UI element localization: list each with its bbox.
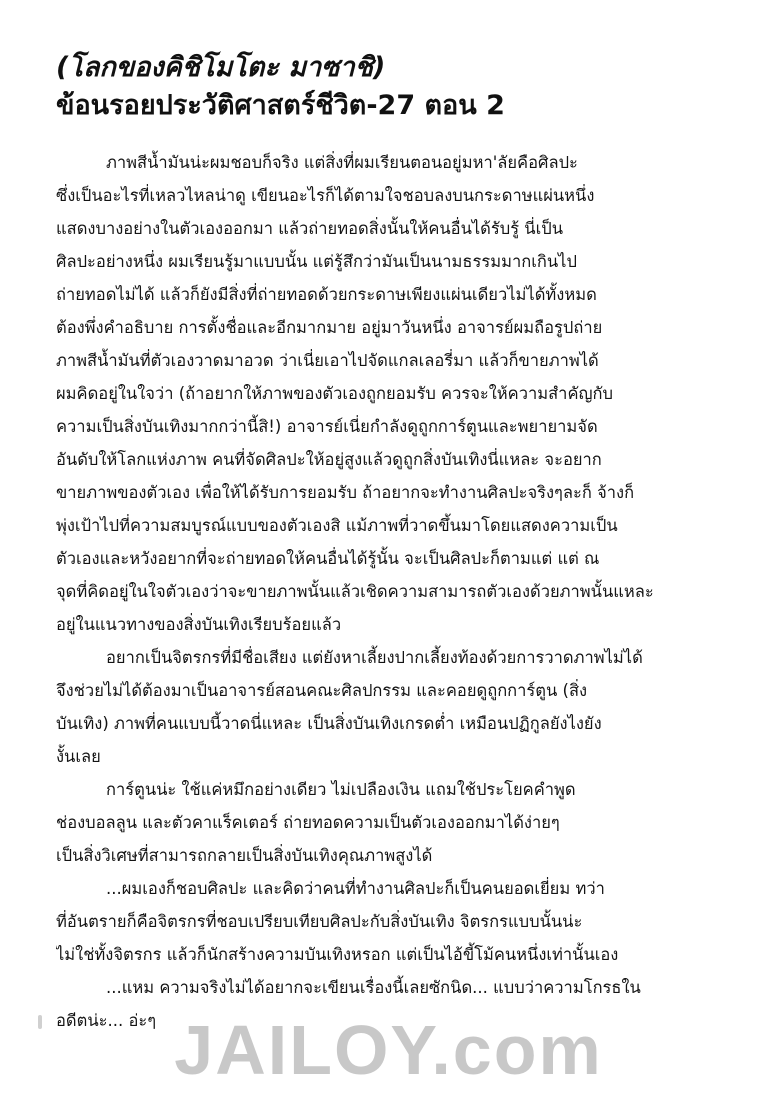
body-line: อยากเป็นจิตรกรที่มีชื่อเสียง แต่ยังหาเลี้ยงปากเลี้ยงท้องด้วยการวาดภาพไม่ได้ (106, 648, 643, 667)
body-line: อดีตน่ะ... อ่ะๆ (56, 1011, 157, 1030)
body-line: ซึ่งเป็นอะไรที่เหลวไหลน่าดู เขียนอะไรก็ได้ตามใจชอบลงบนกระดาษแผ่นหนึ่ง (56, 186, 595, 205)
body-line: ที่อันตรายก็คือจิตรกรที่ชอบเปรียบเทียบศิลปะกับสิ่งบันเทิง จิตรกรแบบนั้นน่ะ (56, 912, 583, 931)
body-line: ภาพสีน้ำมันน่ะผมชอบก็จริง แต่สิ่งที่ผมเรียนตอนอยู่มหา'ลัยคือศิลปะ (106, 153, 578, 172)
body-line: ไม่ใช่ทั้งจิตรกร แล้วก็นักสร้างความบันเทิงหรอก แต่เป็นไอ้ขี้โม้คนหนึ่งเท่านั้นเอง (56, 945, 619, 964)
body-line: จึงช่วยไม่ได้ต้องมาเป็นอาจารย์สอนคณะศิลปกรรม และคอยดูถูกการ์ตูน (สิ่ง (56, 681, 588, 700)
body-line: ช่องบอลลูน และตัวคาแร็คเตอร์ ถ่ายทอดความเป็นตัวเองออกมาได้ง่ายๆ (56, 813, 560, 832)
body-line: พุ่งเป้าไปที่ความสมบูรณ์แบบของตัวเองสิ แม้ภาพที่วาดขึ้นมาโดยแสดงความเป็น (56, 516, 618, 535)
body-line: ความเป็นสิ่งบันเทิงมากกว่านี้สิ!) อาจารย์เนี่ยกำลังดูถูกการ์ตูนและพยายามจัด (56, 417, 598, 436)
body-line: ตัวเองและหวังอยากที่จะถ่ายทอดให้คนอื่นได้รู้นั้น จะเป็นศิลปะก็ตามแต่ แต่ ณ (56, 549, 600, 568)
body-line: ภาพสีน้ำมันที่ตัวเองวาดมาอวด ว่าเนี่ยเอาไปจัดแกลเลอรี่มา แล้วก็ขายภาพได้ (56, 351, 599, 370)
body-line: เป็นสิ่งวิเศษที่สามารถกลายเป็นสิ่งบันเทิงคุณภาพสูงได้ (56, 846, 433, 865)
body-line: อันดับให้โลกแห่งภาพ คนที่จัดศิลปะให้อยู่สูงแล้วดูถูกสิ่งบันเทิงนี่แหละ จะอยาก (56, 450, 602, 469)
body-line: ...ผมเองก็ชอบศิลปะ และคิดว่าคนที่ทำงานศิลปะก็เป็นคนยอดเยี่ยม ทว่า (106, 879, 605, 898)
document-body (56, 146, 736, 1037)
body-line: ...แหม ความจริงไม่ได้อยากจะเขียนเรื่องนี้เลยซักนิด... แบบว่าความโกรธใน (106, 978, 641, 997)
body-line: อยู่ในแนวทางของสิ่งบันเทิงเรียบร้อยแล้ว (56, 615, 342, 634)
document-title-line-2: ข้อนรอยประวัติศาสตร์ชีวิต-27 ตอน 2 (56, 90, 505, 121)
body-line: งั้นเลย (56, 747, 101, 766)
body-line: ศิลปะอย่างหนึ่ง ผมเรียนรู้มาแบบนั้น แต่รู้สึกว่ามันเป็นนามธรรมมากเกินไป (56, 252, 577, 271)
body-line: ผมคิดอยู่ในใจว่า (ถ้าอยากให้ภาพของตัวเองถูกยอมรับ ควรจะให้ความสำคัญกับ (56, 384, 614, 403)
body-line: ขายภาพของตัวเอง เพื่อให้ได้รับการยอมรับ ถ้าอยากจะทำงานศิลปะจริงๆละก็ จ้างก็ (56, 483, 635, 502)
body-line: ต้องพึ่งคำอธิบาย การตั้งชื่อและอีกมากมาย อยู่มาวันหนึ่ง อาจารย์ผมถือรูปถ่าย (56, 318, 603, 337)
body-line: แสดงบางอย่างในตัวเองออกมา แล้วถ่ายทอดสิ่งนั้นให้คนอื่นได้รับรู้ นี่เป็น (56, 219, 563, 238)
body-line: จุดที่คิดอยู่ในใจตัวเองว่าจะขายภาพนั้นแล้วเชิดความสามารถตัวเองด้วยภาพนั้นแหละ (56, 582, 654, 601)
watermark: JAILOY.com (174, 1011, 603, 1089)
body-line: ถ่ายทอดไม่ได้ แล้วก็ยังมีสิ่งที่ถ่ายทอดด้วยกระดาษเพียงแผ่นเดียวไม่ได้ทั้งหมด (56, 285, 597, 304)
document-title-line-1: (โลกของคิชิโมโตะ มาซาชิ) (56, 52, 386, 83)
body-line: การ์ตูนน่ะ ใช้แค่หมึกอย่างเดียว ไม่เปลืองเงิน แถมใช้ประโยคคำพูด (106, 780, 576, 799)
body-line: บันเทิง) ภาพที่คนแบบนี้วาดนี่แหละ เป็นสิ่งบันเทิงเกรดต่ำ เหมือนปฏิกูลยังไงยัง (56, 714, 602, 733)
